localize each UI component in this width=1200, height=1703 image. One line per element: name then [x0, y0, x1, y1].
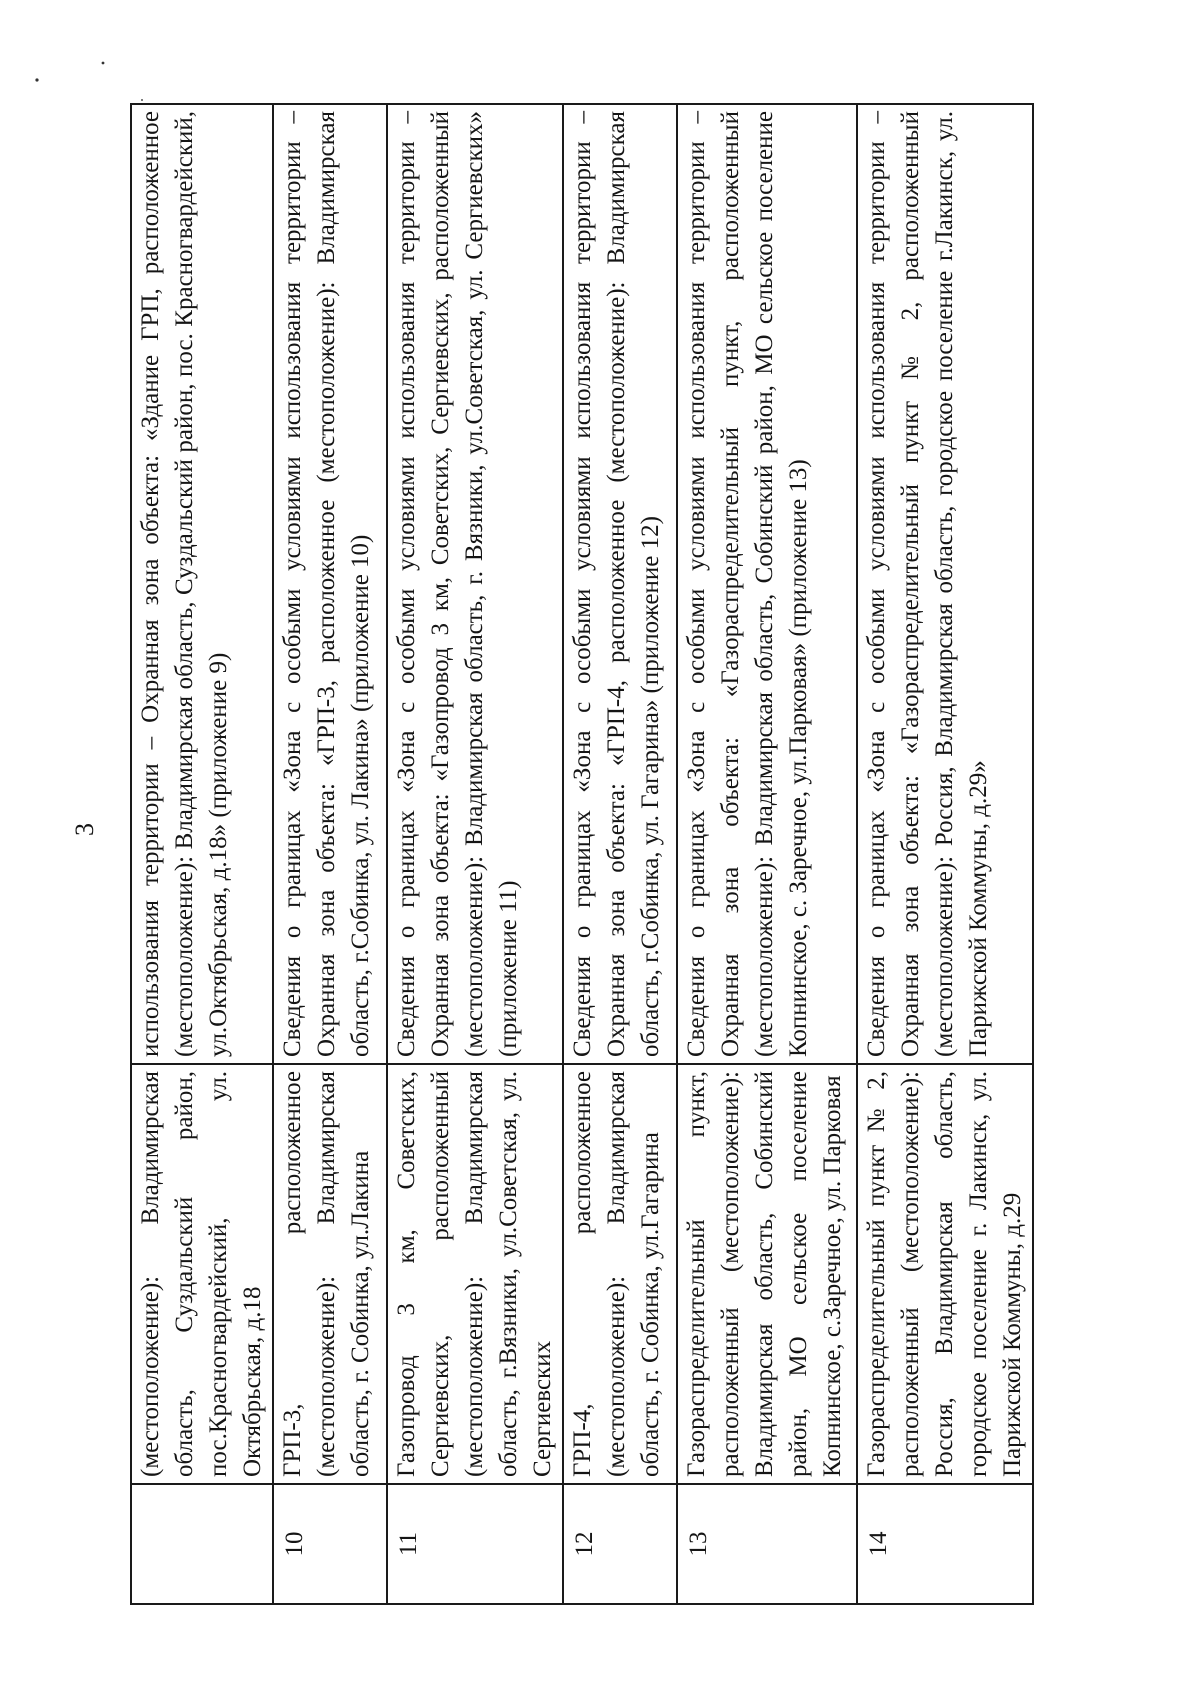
- row-number-cell: 12: [563, 1484, 677, 1604]
- object-cell: ГРП-4, расположенное (местоположение): Владимирская область, г. Собинка, ул.Гагарина: [563, 1064, 677, 1484]
- zone-info-cell: использования территории – Охранная зона объекта: «Здание ГРП, расположенное (местоположение): Владимирская область, Суздальский район, пос. Красногвардейский, ул.Октябрьская, д.18» (приложение 9): [131, 104, 273, 1064]
- table-row: [273, 104, 387, 1604]
- table-row: [563, 104, 677, 1604]
- page-number: 3: [70, 823, 99, 836]
- zone-info-cell: Сведения о границах «Зона с особыми условиями использования территории – Охранная зона объекта: «Газораспределительный пункт № 2, расположенный (местоположение): Россия, Владимирская область, городское поселение г.Лакинск, ул. Парижской Коммуны, д.29»: [857, 104, 1033, 1064]
- zone-info-cell: Сведения о границах «Зона с особыми условиями использования территории – Охранная зона объекта: «Газораспределительный пункт, расположенный (местоположение): Владимирская область, Собинский район, МО сельское поселение Копнинское, с. Заречное, ул.Парковая» (приложение 13): [677, 104, 857, 1064]
- table-row: [131, 104, 273, 1604]
- table-row: [387, 104, 563, 1604]
- object-cell: Газопровод 3 км, Советских, Сергиевских, расположенный (местоположение): Владимирская область, г.Вязники, ул.Советская, ул. Сергиевских: [387, 1064, 563, 1484]
- zones-table: [130, 103, 1034, 1605]
- zone-info-cell: Сведения о границах «Зона с особыми условиями использования территории – Охранная зона объекта: «ГРП-4, расположенное (местоположение): Владимирская область, г.Собинка, ул. Гагарина» (приложение 12): [563, 104, 677, 1064]
- zone-info-cell: Сведения о границах «Зона с особыми условиями использования территории – Охранная зона объекта: «Газопровод 3 км, Советских, Сергиевских, расположенный (местоположение): Владимирская область, г. Вязники, ул.Советская, ул. Сергиевских» (приложение 11): [387, 104, 563, 1064]
- table-row: [677, 104, 857, 1604]
- table-row: [857, 104, 1033, 1604]
- object-cell: (местоположение): Владимирская область, Суздальский район, пос.Красногвардейский, ул. Октябрьская, д.18: [131, 1064, 273, 1484]
- zone-info-cell: Сведения о границах «Зона с особыми условиями использования территории – Охранная зона объекта: «ГРП-3, расположенное (местоположение): Владимирская область, г.Собинка, ул. Лакина» (приложение 10): [273, 104, 387, 1064]
- object-cell: Газораспределительный пункт, расположенный (местоположение): Владимирская область, Собинский район, МО сельское поселение Копнинское, с.Заречное, ул. Парковая: [677, 1064, 857, 1484]
- row-number-cell: 14: [857, 1484, 1033, 1604]
- object-cell: ГРП-3, расположенное (местоположение): Владимирская область, г. Собинка, ул.Лакина: [273, 1064, 387, 1484]
- object-cell: Газораспределительный пункт № 2, расположенный (местоположение): Россия, Владимирская область, городское поселение г. Лакинск, ул. Парижской Коммуны, д.29: [857, 1064, 1033, 1484]
- row-number-cell: [131, 1484, 273, 1604]
- row-number-cell: 10: [273, 1484, 387, 1604]
- row-number-cell: 13: [677, 1484, 857, 1604]
- row-number-cell: 11: [387, 1484, 563, 1604]
- rotated-table-frame: [130, 105, 1170, 1605]
